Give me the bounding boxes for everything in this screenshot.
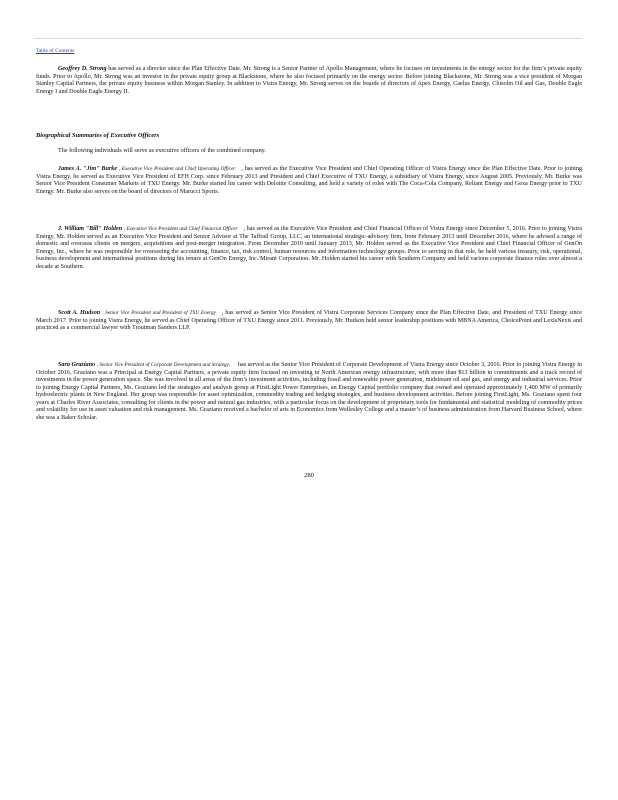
header-divider bbox=[34, 38, 582, 39]
bio-name: Geoffrey D. Strong bbox=[58, 66, 107, 72]
bio-name: Sara Graziano bbox=[58, 362, 96, 368]
table-of-contents-link[interactable]: Table of Contents bbox=[36, 48, 75, 54]
bio-holden bbox=[36, 226, 582, 271]
bio-title: , Senior Vice President and President of TXU Energy bbox=[102, 310, 216, 316]
bio-name: James A. "Jim" Burke bbox=[58, 166, 118, 172]
bio-hudson bbox=[36, 310, 582, 333]
bio-text: has served as a director since the Plan Effective Date. Mr. Strong is a Senior Partner of Apollo Management, where he focuses on investments in the energy sector for the firm’s private equity funds. Prior to Apollo, Mr. Strong was an investor in the private equity group at Blackstone, where he also focused primarily on the energy sector. Before joining Blackstone, Mr. Strong was a vice president of Morgan Stanley Capital Partners, the private equity business within Morgan Stanley. In addition to Vistra Energy, Mr. Strong serves on the boards of directors of Apex Energy, Caelus Energy, Chisolm Oil and Gas, Double Eagle Energy I and Double Eagle Energy II. bbox=[36, 66, 582, 95]
bio-text: has served as the Senior Vice President of Corporate Development of Vistra Energy since October 3, 2016. Prior to joining Vistra Energy in October 2016, Graziano was a Principal at Energy Capital Partners, a private equity firm focused on investing in North American energy infrastructure, with more than $13 billion in commitments and a track record of investments in the power generation space. She was involved in all areas of the firm’s investment activities, including fossil and renewable power generation, midstream oil and gas, and energy and industrial services. Prior to joining Energy Capital Partners, Ms. Graziano led the strategies and analysis group at FirstLight Power Enterprises, an Energy Capital portfolio company that owned and operated approximately 1,400 MW of primarily hydroelectric plants in New England. Her group was responsible for asset optimization, commodity trading and hedging strategies, and business development activities. Before joining FirstLight, Ms. Graziano spent four years at Charles River Associates, consulting for clients in the power and natural gas industries, with a particular focus on the development of proprietary tools for fundamental and statistical modeling of commodity prices and volatility for use in asset valuation and risk management. Ms. Graziano received a bachelor of arts in Economics from Wellesley College and a master’s of business administration from Harvard Business School, where she was a Baker Scholar. bbox=[36, 362, 582, 421]
bio-text: , has served as the Executive Vice President and Chief Financial Officer of Vistra Energy since December 5, 2016. Prior to joining Vistra Energy, Mr. Holden served as an Executive Vice President and Senior Advisor at The Taffrail Group, LLC, an international strategic-advisory firm, from February 2013 until December 2016, where he advised a range of domestic and overseas clients on mergers, acquisitions and post-merger integration. From December 2010 until January 2013, Mr. Holden served as the Executive Vice President and Chief Financial Officer of GenOn Energy, Inc., where he was responsible for overseeing the accounting, finance, tax, risk control, human resources and information technology groups. Prior to serving in that role, he held various treasury, risk, operational, business development and international positions during his tenure at GenOn Energy, Inc./Mirant Corporation. Mr. Holden started his career with Southern Company and held various corporate finance roles over almost a decade at Southern. bbox=[36, 226, 582, 270]
bio-text: , has served as the Executive Vice President and Chief Operating Officer of Vistra Energy since the Plan Effective Date. Prior to joining Vistra Energy, he served as Executive Vice President of EFH Corp. since February 2013 and President and Chief Executive of TXU Energy, a subsidiary of Vistra Energy, since August 2005. Previously, Mr. Burke was Senior Vice President Consumer Markets of TXU Energy. Mr. Burke started his career with Deloitte Consulting, and held a variety of roles with The Coca-Cola Company, Reliant Energy and Gexa Energy prior to TXU Energy. Mr. Burke also serves on the board of directors of Marucci Sports. bbox=[36, 166, 582, 195]
section-intro: The following individuals will serve as executive officers of the combined company. bbox=[58, 148, 266, 154]
page-number: 280 bbox=[304, 472, 314, 479]
bio-title: , Executive Vice President and Chief Financial Officer bbox=[123, 226, 238, 232]
bio-graziano bbox=[36, 362, 582, 422]
bio-text: , has served as Senior Vice President of Vistra Corporate Services Company since the Plan Effective Date, and President of TXU Energy since March 2017. Prior to joining Vistra Energy, he served as Chief Operating Officer of TXU Energy since 2011. Previously, Mr. Hudson held senior leadership positions with MBNA America, ChoicePoint and LexisNexis and practiced as a commercial lawyer with Troutman Sanders LLP. bbox=[36, 310, 582, 332]
bio-strong bbox=[36, 66, 582, 96]
bio-title: , Executive Vice President and Chief Operating Officer bbox=[118, 166, 236, 172]
bio-name: Scott A. Hudson bbox=[58, 310, 101, 316]
section-heading: Biographical Summaries of Executive Officers bbox=[36, 132, 160, 139]
bio-title: , Senior Vice President of Corporate Development and Strategy, bbox=[96, 362, 230, 368]
bio-name: J. William "Bill" Holden bbox=[58, 226, 123, 232]
bio-burke bbox=[36, 166, 582, 196]
